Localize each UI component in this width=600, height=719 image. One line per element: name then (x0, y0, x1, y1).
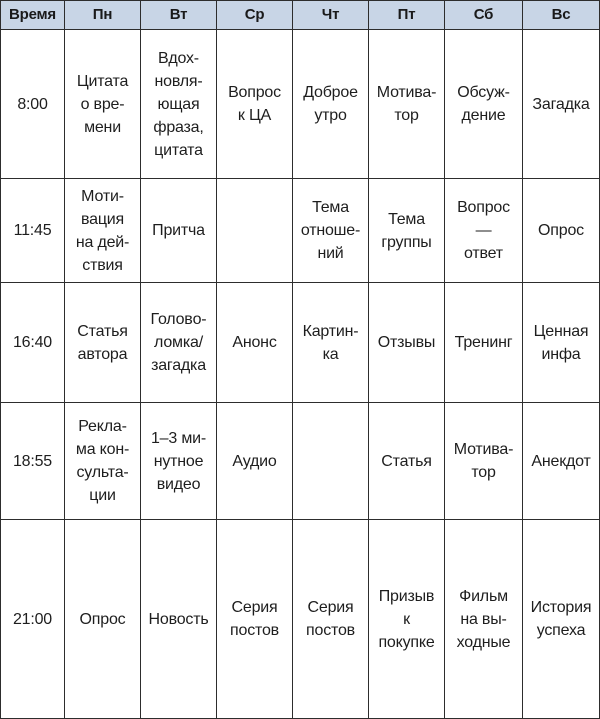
table-cell: Головo- ломка/ загадка (141, 283, 217, 403)
table-cell (217, 179, 293, 283)
time-cell: 8:00 (1, 30, 65, 179)
header-thursday: Чт (293, 1, 369, 30)
table-cell: Анонс (217, 283, 293, 403)
table-cell: Загадка (523, 30, 600, 179)
table-cell: Картин- ка (293, 283, 369, 403)
table-cell: 1–3 ми- нутное видео (141, 403, 217, 520)
header-friday: Пт (369, 1, 445, 30)
time-cell: 18:55 (1, 403, 65, 520)
table-cell: Опрос (523, 179, 600, 283)
table-cell: Мотива- тор (445, 403, 523, 520)
table-cell: Аудио (217, 403, 293, 520)
table-cell: Новость (141, 520, 217, 719)
table-cell: Цитата о вре- мени (65, 30, 141, 179)
table-cell: Тема группы (369, 179, 445, 283)
table-cell: Тренинг (445, 283, 523, 403)
table-cell: Статья (369, 403, 445, 520)
table-cell: Ценная инфа (523, 283, 600, 403)
header-tuesday: Вт (141, 1, 217, 30)
table-row (1, 30, 600, 179)
table-row (1, 520, 600, 719)
header-monday: Пн (65, 1, 141, 30)
header-time: Время (1, 1, 65, 30)
table-row (1, 403, 600, 520)
table-cell: Рекла- ма кон- сульта- ции (65, 403, 141, 520)
time-cell: 11:45 (1, 179, 65, 283)
header-sunday: Вс (523, 1, 600, 30)
time-cell: 21:00 (1, 520, 65, 719)
table-cell: История успеха (523, 520, 600, 719)
header-saturday: Сб (445, 1, 523, 30)
table-cell: Вопрос — ответ (445, 179, 523, 283)
table-cell: Тема отноше- ний (293, 179, 369, 283)
table-cell: Отзывы (369, 283, 445, 403)
table-row (1, 179, 600, 283)
table-cell: Статья автора (65, 283, 141, 403)
table-cell: Опрос (65, 520, 141, 719)
table-cell: Моти- вация на дей- ствия (65, 179, 141, 283)
table-cell: Серия постов (293, 520, 369, 719)
table-row (1, 283, 600, 403)
table-cell: Мотива- тор (369, 30, 445, 179)
table-cell (293, 403, 369, 520)
table-cell: Притча (141, 179, 217, 283)
table-cell: Анекдот (523, 403, 600, 520)
table-cell: Фильм на вы- ходные (445, 520, 523, 719)
table-cell: Вдох- новля- ющая фраза, цитата (141, 30, 217, 179)
table-cell: Серия постов (217, 520, 293, 719)
time-cell: 16:40 (1, 283, 65, 403)
header-row (1, 1, 600, 30)
header-wednesday: Ср (217, 1, 293, 30)
table-cell: Призыв к покупке (369, 520, 445, 719)
table-cell: Вопрос к ЦА (217, 30, 293, 179)
table-cell: Обсуж- дение (445, 30, 523, 179)
table-cell: Доброе утро (293, 30, 369, 179)
